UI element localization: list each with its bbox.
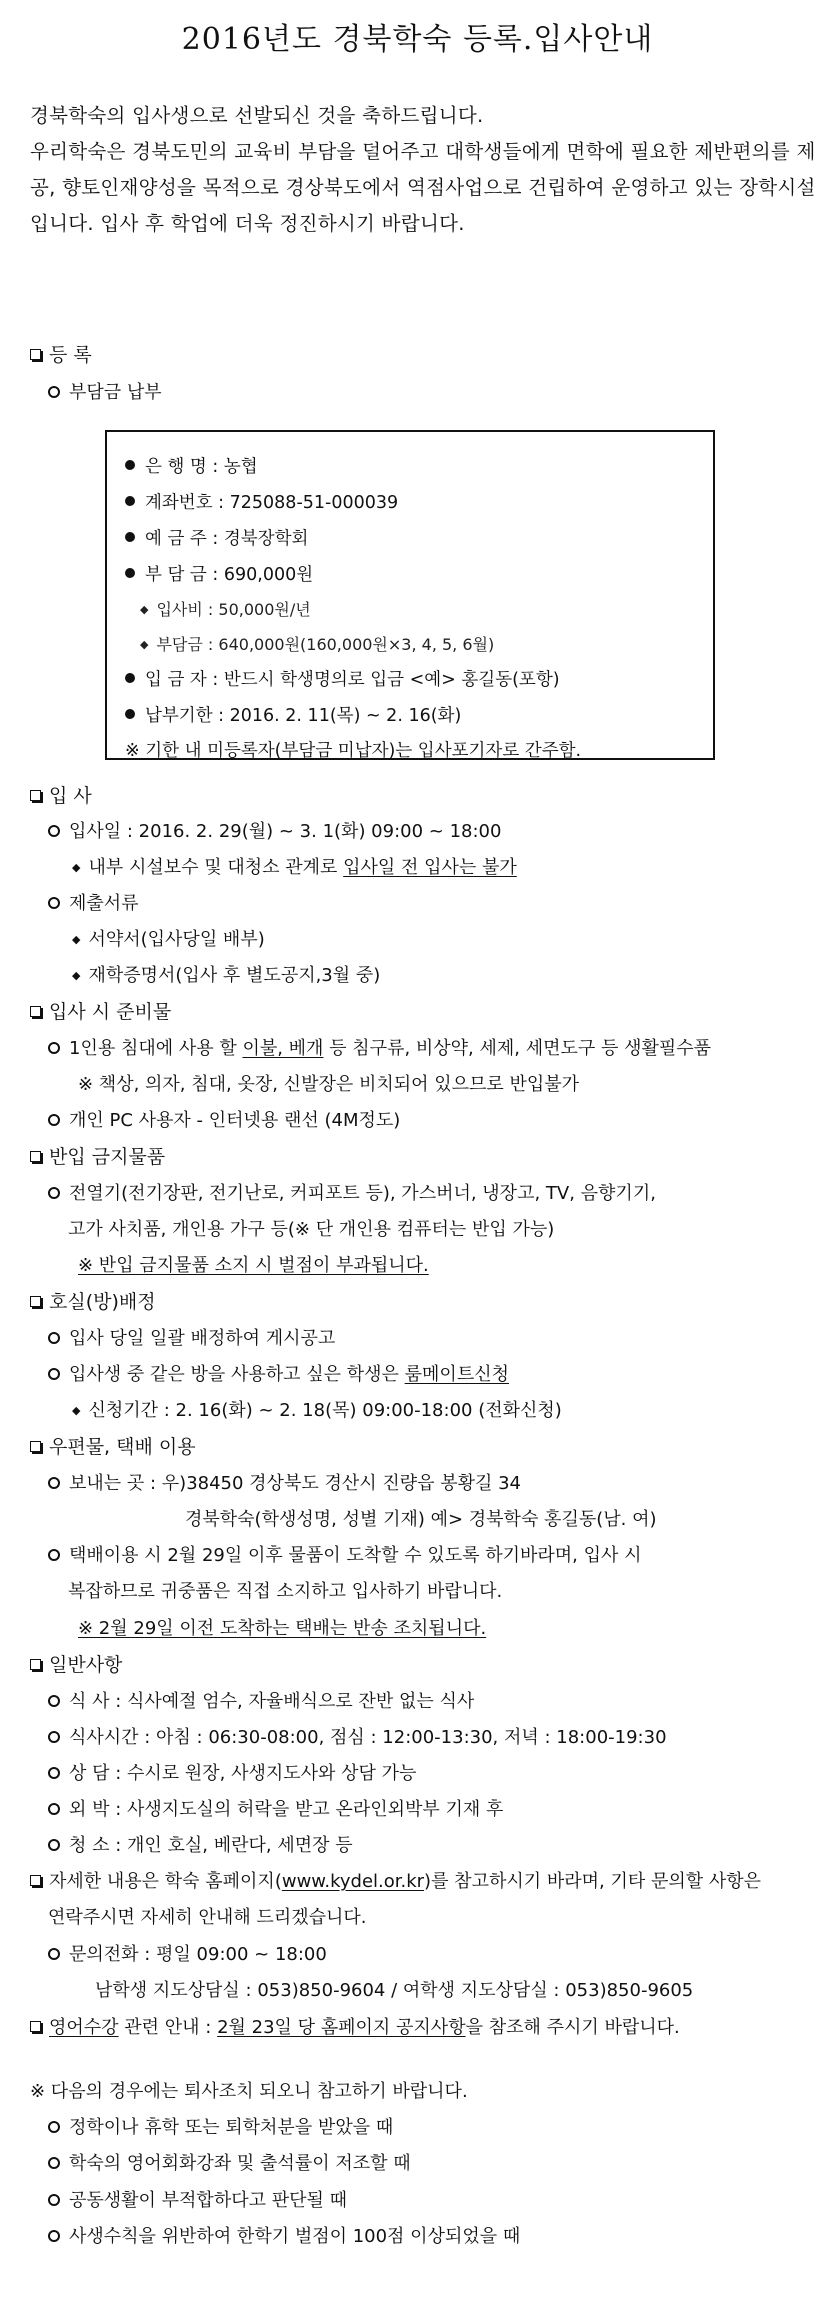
section-heading: 반입 금지물품 bbox=[49, 1146, 166, 1168]
checkbox-square-icon bbox=[30, 1296, 41, 1307]
registration-sub: 부담금 납부 bbox=[48, 381, 162, 405]
circle-bullet-icon bbox=[48, 1042, 60, 1054]
banned-note: ※ 반입 금지물품 소지 시 벌점이 부과됩니다. bbox=[78, 1255, 429, 1276]
checkbox-square-icon bbox=[30, 1006, 41, 1017]
detail-line-1: 자세한 내용은 학숙 홈페이지(www.kydel.or.kr)를 참고하시기 바라며, 기타 문의할 사항은 bbox=[30, 1870, 761, 1894]
general-out: 외 박 : 사생지도실의 허락을 받고 온라인외박부 기재 후 bbox=[48, 1798, 503, 1822]
prep-item-2: 개인 PC 사용자 - 인터넷용 랜선 (4M정도) bbox=[48, 1109, 400, 1133]
diamond-bullet-icon: ◆ bbox=[72, 861, 81, 874]
circle-bullet-icon bbox=[48, 1731, 60, 1743]
room-item-2-sub: ◆ 신청기간 : 2. 16(화) ~ 2. 18(목) 09:00-18:00 (전화신청) bbox=[72, 1400, 562, 1421]
checkbox-square-icon bbox=[30, 1659, 41, 1670]
circle-bullet-icon bbox=[48, 1187, 60, 1199]
checkin-docs: 제출서류 bbox=[48, 892, 139, 916]
expulsion-item: 정학이나 휴학 또는 퇴학처분을 받았을 때 bbox=[48, 2116, 393, 2140]
bank-line: 은 행 명 : 농협 bbox=[125, 455, 258, 479]
dot-bullet-icon bbox=[125, 568, 135, 578]
depositor-line: 입 금 자 : 반드시 학생명의로 입금 <예> 홍길동(포항) bbox=[125, 668, 560, 692]
holder-line: 예 금 주 : 경북장학회 bbox=[125, 527, 308, 551]
banned-line-1: 전열기(전기장판, 전기난로, 커피포트 등), 가스버너, 냉장고, TV, 음향기기, bbox=[48, 1182, 656, 1206]
checkbox-square-icon bbox=[30, 1875, 41, 1886]
section-banned bbox=[30, 1145, 165, 1169]
room-item-1: 입사 당일 일괄 배정하여 게시공고 bbox=[48, 1327, 335, 1351]
intro-line: 우리학숙은 경북도민의 교육비 부담을 덜어주고 대학생들에게 면학에 필요한 제반편의를 제공, 향토인재양성을 목적으로 경상북도에서 역점사업으로 건립하여 운영하고 있는 장학시설입니다. 입사 후 학업에 더욱 정진하시기 바랍니다. bbox=[30, 140, 816, 235]
detail-phone-numbers: 남학생 지도상담실 : 053)850-9604 / 여학생 지도상담실 : 053)850-9605 bbox=[95, 1980, 694, 2001]
general-meal: 식 사 : 식사예절 엄수, 자율배식으로 잔반 없는 식사 bbox=[48, 1690, 474, 1714]
circle-bullet-icon bbox=[48, 1549, 60, 1561]
prep-item-1: 1인용 침대에 사용 할 이불, 베개 등 침구류, 비상약, 세제, 세면도구 등 생활필수품 bbox=[48, 1037, 711, 1061]
checkin-date: 입사일 : 2016. 2. 29(월) ~ 3. 1(화) 09:00 ~ 18:00 bbox=[48, 820, 501, 844]
dot-bullet-icon bbox=[125, 532, 135, 542]
section-heading: 일반사항 bbox=[49, 1654, 123, 1676]
circle-bullet-icon bbox=[48, 1803, 60, 1815]
circle-bullet-icon bbox=[48, 1948, 60, 1960]
diamond-bullet-icon: ◆ bbox=[72, 969, 81, 982]
circle-bullet-icon bbox=[48, 1695, 60, 1707]
general-clean: 청 소 : 개인 호실, 베란다, 세면장 등 bbox=[48, 1834, 353, 1858]
section-heading: 등 록 bbox=[49, 344, 92, 366]
mail-note: ※ 2월 29일 이전 도착하는 택배는 반송 조치됩니다. bbox=[78, 1618, 487, 1639]
circle-bullet-icon bbox=[48, 1368, 60, 1380]
mail-parcel-1: 택배이용 시 2월 29일 이후 물품이 도착할 수 있도록 하기바라며, 입사 시 bbox=[48, 1544, 642, 1568]
section-prep bbox=[30, 1000, 171, 1024]
english-notice: 영어수강 관련 안내 : 2월 23일 당 홈페이지 공지사항을 참조해 주시기 바랍니다. bbox=[30, 2016, 680, 2040]
circle-bullet-icon bbox=[48, 1839, 60, 1851]
circle-bullet-icon bbox=[48, 2157, 60, 2169]
checkbox-square-icon bbox=[30, 1151, 41, 1162]
dot-bullet-icon bbox=[125, 460, 135, 470]
circle-bullet-icon bbox=[48, 1114, 60, 1126]
circle-bullet-icon bbox=[48, 1332, 60, 1344]
checkbox-square-icon bbox=[30, 2021, 41, 2032]
checkbox-square-icon bbox=[30, 1441, 41, 1452]
expulsion-item: 공동생활이 부적합하다고 판단될 때 bbox=[48, 2189, 347, 2213]
section-heading: 입 사 bbox=[49, 785, 92, 807]
checkbox-square-icon bbox=[30, 790, 41, 801]
general-counsel: 상 담 : 수시로 원장, 사생지도사와 상담 가능 bbox=[48, 1762, 416, 1786]
dot-bullet-icon bbox=[125, 709, 135, 719]
account-line: 계좌번호 : 725088-51-000039 bbox=[125, 491, 398, 515]
section-registration bbox=[30, 343, 92, 367]
section-mail bbox=[30, 1435, 196, 1459]
diamond-bullet-icon: ◆ bbox=[140, 603, 149, 616]
circle-bullet-icon bbox=[48, 897, 60, 909]
circle-bullet-icon bbox=[48, 2121, 60, 2133]
section-heading: 호실(방)배정 bbox=[49, 1291, 156, 1313]
intro-paragraph bbox=[30, 98, 820, 242]
dot-bullet-icon bbox=[125, 673, 135, 683]
checkin-date-note: ◆ 내부 시설보수 및 대청소 관계로 입사일 전 입사는 불가 bbox=[72, 857, 517, 878]
general-meal-time: 식사시간 : 아침 : 06:30-08:00, 점심 : 12:00-13:30, 저녁 : 18:00-19:30 bbox=[48, 1726, 667, 1750]
prep-item-1-note: ※ 책상, 의자, 침대, 옷장, 신발장은 비치되어 있으므로 반입불가 bbox=[78, 1074, 580, 1095]
detail-phone: 문의전화 : 평일 09:00 ~ 18:00 bbox=[48, 1943, 327, 1967]
forfeit-note: ※ 기한 내 미등록자(부담금 미납자)는 입사포기자로 간주함. bbox=[125, 741, 582, 761]
expulsion-heading: ※ 다음의 경우에는 퇴사조치 되오니 참고하기 바랍니다. bbox=[30, 2081, 468, 2102]
page-title: 2016년도 경북학숙 등록.입사안내 bbox=[181, 22, 654, 57]
fee-entry-line: ◆ 입사비 : 50,000원/년 bbox=[140, 598, 311, 622]
expulsion-item: 학숙의 영어회화강좌 및 출석률이 저조할 때 bbox=[48, 2152, 411, 2176]
section-heading: 입사 시 준비물 bbox=[49, 1001, 172, 1023]
diamond-bullet-icon: ◆ bbox=[72, 1404, 81, 1417]
detail-line-2: 연락주시면 자세히 안내해 드리겠습니다. bbox=[48, 1907, 367, 1928]
homepage-link[interactable]: www.kydel.or.kr bbox=[281, 1871, 425, 1892]
circle-bullet-icon bbox=[48, 1477, 60, 1489]
circle-bullet-icon bbox=[48, 1767, 60, 1779]
checkin-doc-2: ◆ 재학증명서(입사 후 별도공지,3월 중) bbox=[72, 965, 381, 986]
fee-burden-line: ◆ 부담금 : 640,000원(160,000원×3, 4, 5, 6월) bbox=[140, 633, 494, 657]
mail-address-2: 경북학숙(학생성명, 성별 기재) 예> 경북학숙 홍길동(남. 여) bbox=[185, 1509, 657, 1530]
deadline-line: 납부기한 : 2016. 2. 11(목) ~ 2. 16(화) bbox=[125, 704, 461, 728]
section-general bbox=[30, 1653, 122, 1677]
section-checkin bbox=[30, 784, 92, 808]
diamond-bullet-icon: ◆ bbox=[140, 638, 149, 651]
expulsion-item: 사생수칙을 위반하여 한학기 벌점이 100점 이상되었을 때 bbox=[48, 2225, 520, 2249]
room-item-2: 입사생 중 같은 방을 사용하고 싶은 학생은 룸메이트신청 bbox=[48, 1363, 509, 1387]
mail-address-1: 보내는 곳 : 우)38450 경상북도 경산시 진량읍 봉황길 34 bbox=[48, 1472, 521, 1496]
circle-bullet-icon bbox=[48, 386, 60, 398]
circle-bullet-icon bbox=[48, 825, 60, 837]
fee-line: 부 담 금 : 690,000원 bbox=[125, 563, 313, 587]
mail-parcel-2: 복잡하므로 귀중품은 직접 소지하고 입사하기 바랍니다. bbox=[68, 1581, 503, 1602]
diamond-bullet-icon: ◆ bbox=[72, 933, 81, 946]
checkbox-square-icon bbox=[30, 349, 41, 360]
checkin-doc-1: ◆ 서약서(입사당일 배부) bbox=[72, 929, 265, 950]
dot-bullet-icon bbox=[125, 496, 135, 506]
section-heading: 우편물, 택배 이용 bbox=[49, 1436, 196, 1458]
intro-line: 경북학숙의 입사생으로 선발되신 것을 축하드립니다. bbox=[30, 104, 484, 127]
section-room bbox=[30, 1290, 156, 1314]
banned-line-2: 고가 사치품, 개인용 가구 등(※ 단 개인용 컴퓨터는 반입 가능) bbox=[68, 1219, 555, 1240]
circle-bullet-icon bbox=[48, 2230, 60, 2242]
circle-bullet-icon bbox=[48, 2194, 60, 2206]
